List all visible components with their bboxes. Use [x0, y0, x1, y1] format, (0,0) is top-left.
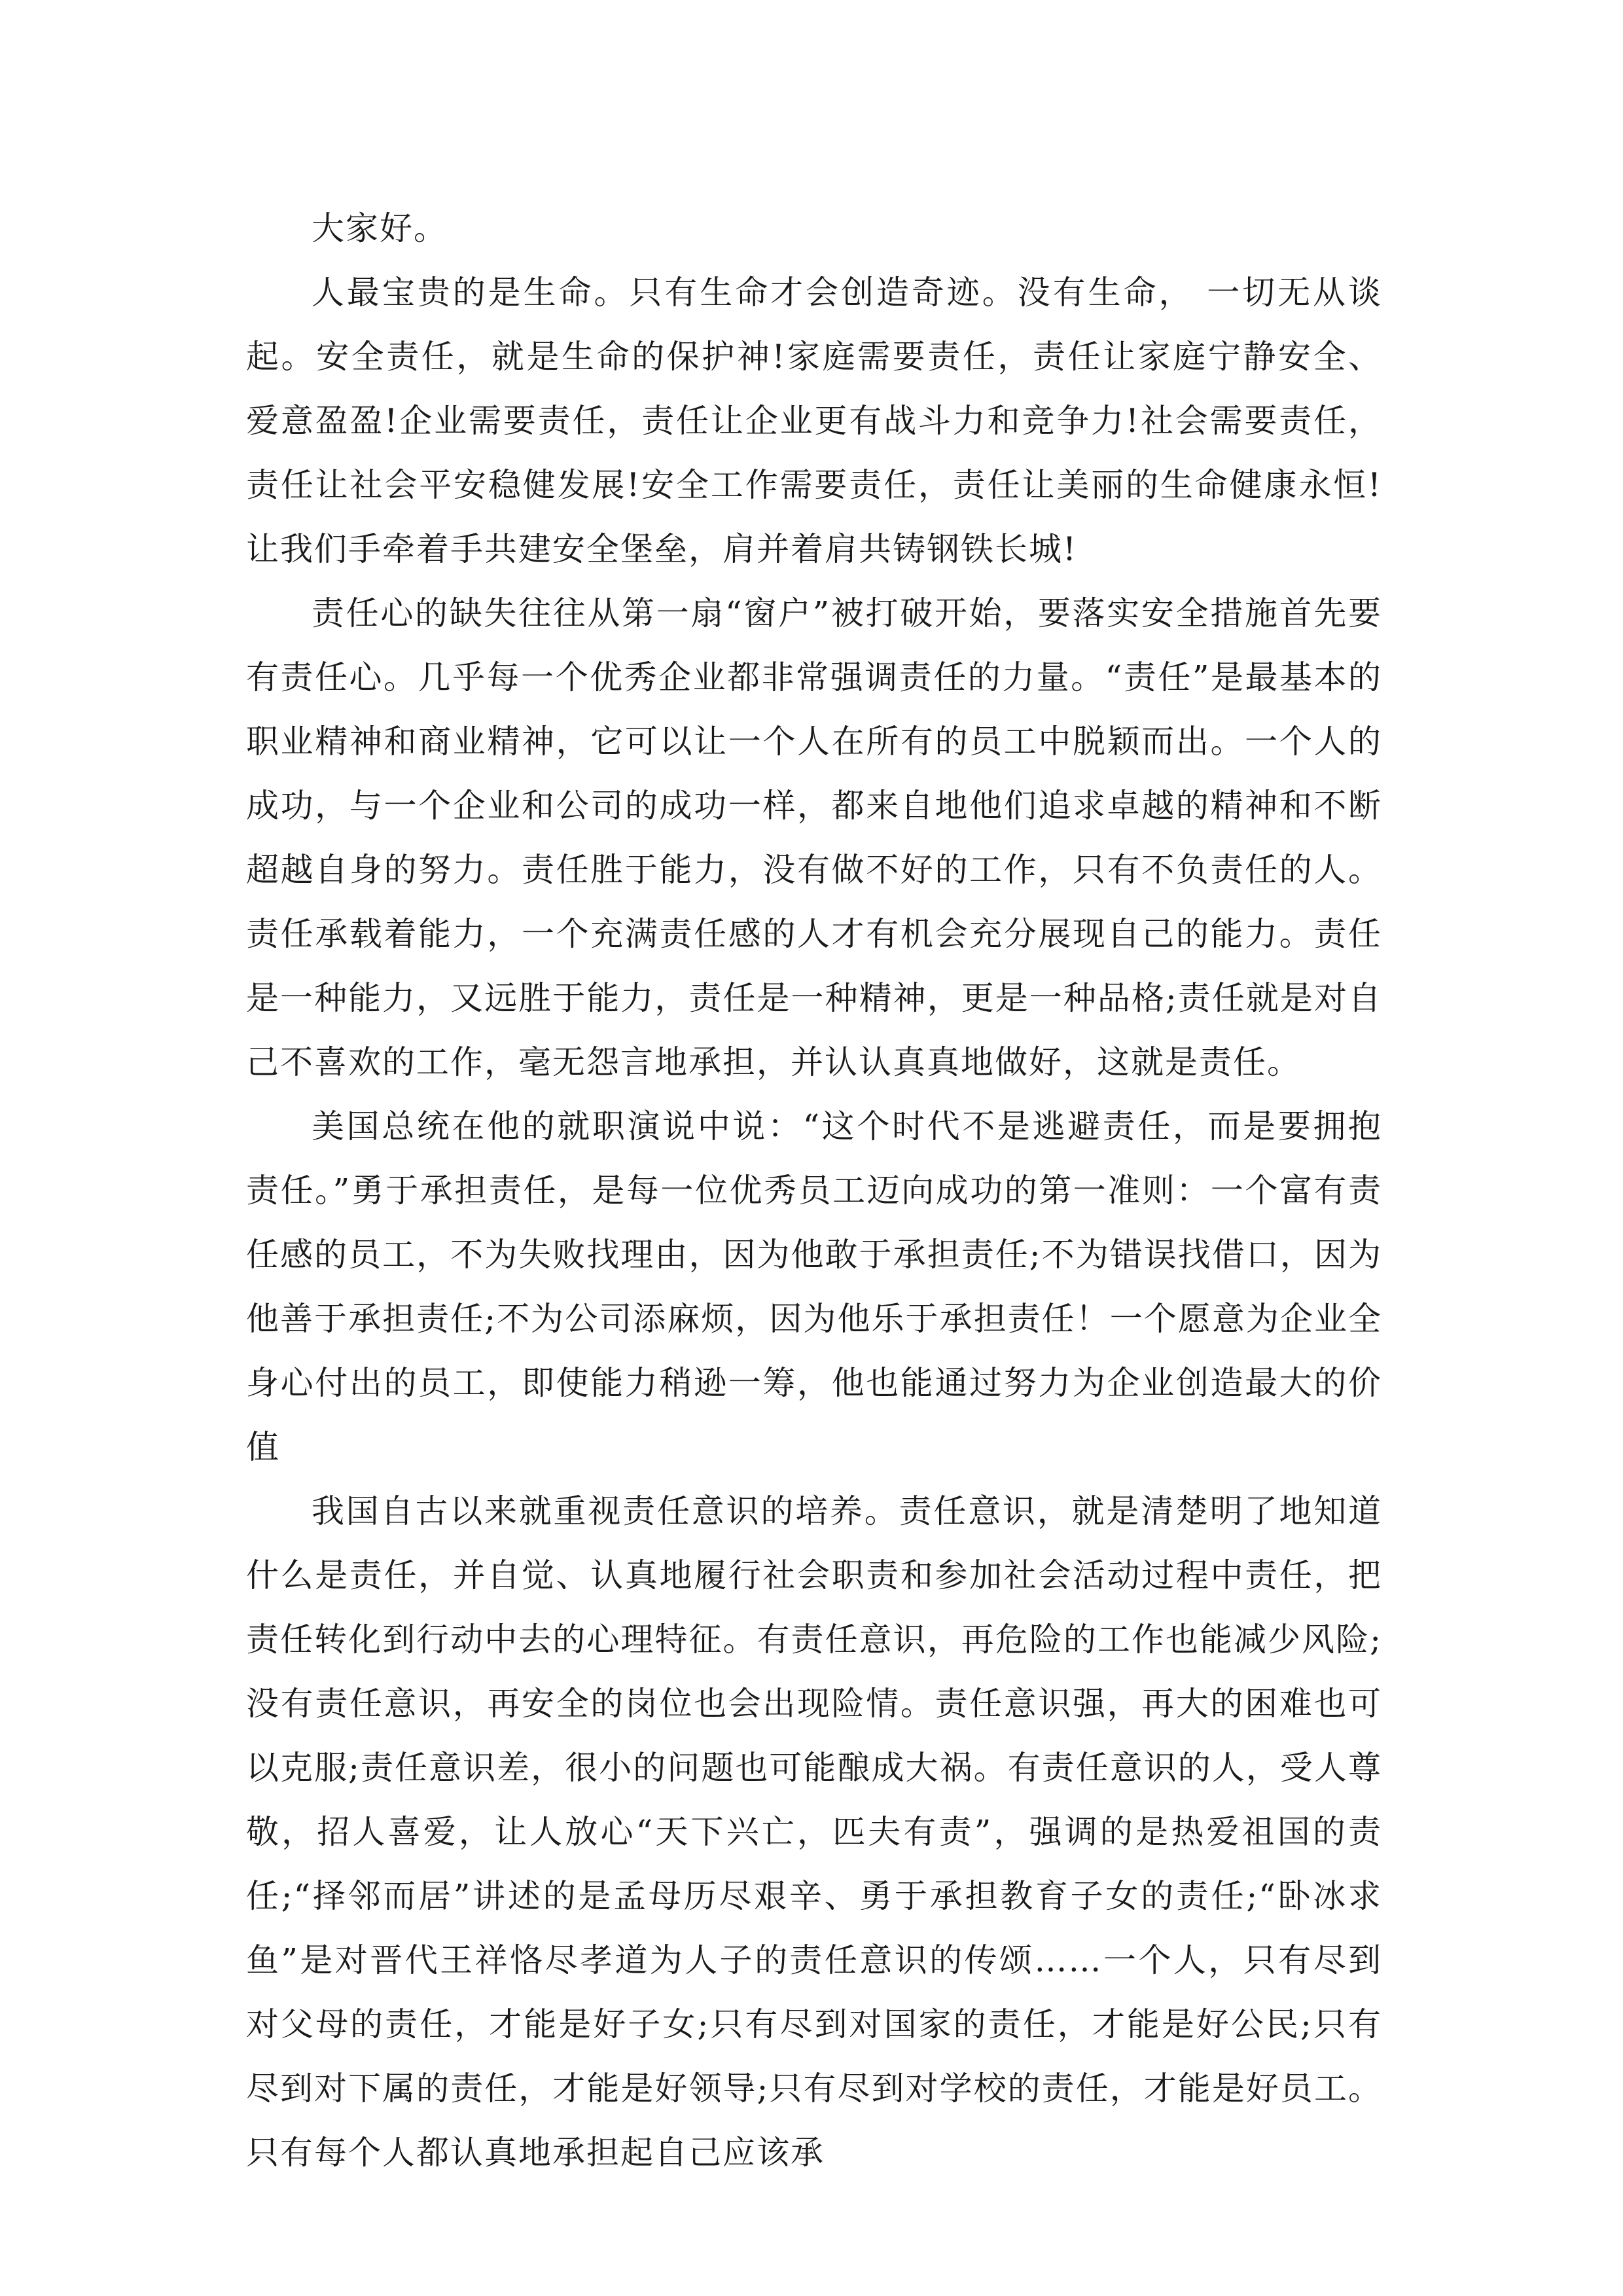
paragraph-greeting: 大家好。: [312, 209, 448, 247]
paragraph-life-and-responsibility: 人最宝贵的是生命。只有生命才会创造奇迹。没有生命， 一切无从谈起。安全责任，就是生命的保护神!家庭需要责任，责任让家庭宁静安全、爱意盈盈!企业需要责任，责任让企业更有战斗力和竞争力!社会需要责任，责任让社会平安稳健发展!安全工作需要责任，责任让美丽的生命健康永恒!让我们手牵着手共建安全堡垒，肩并着肩共铸钢铁长城!: [246, 274, 1382, 568]
paragraph-responsibility-mindset: 责任心的缺失往往从第一扇“窗户”被打破开始，要落实安全措施首先要有责任心。几乎每一个优秀企业都非常强调责任的力量。“责任”是最基本的职业精神和商业精神，它可以让一个人在所有的员工中脱颖而出。一个人的成功，与一个企业和公司的成功一样，都来自地他们追求卓越的精神和不断超越自身的努力。责任胜于能力，没有做不好的工作，只有不负责任的人。责任承载着能力，一个充满责任感的人才有机会充分展现自己的能力。责任是一种能力，又远胜于能力，责任是一种精神，更是一种品格;责任就是对自己不喜欢的工作，毫无怨言地承担，并认认真真地做好，这就是责任。: [246, 594, 1382, 1081]
paragraph-inaugural-quote: 美国总统在他的就职演说中说：“这个时代不是逃避责任，而是要拥抱责任。”勇于承担责任，是每一位优秀员工迈向成功的第一准则：一个富有责任感的员工，不为失败找理由，因为他敢于承担责任;不为错误找借口，因为他善于承担责任;不为公司添麻烦，因为他乐于承担责任！一个愿意为企业全身心付出的员工，即使能力稍逊一筹，他也能通过努力为企业创造最大的价值: [246, 1107, 1382, 1466]
paragraph-responsibility-awareness: 我国自古以来就重视责任意识的培养。责任意识，就是清楚明了地知道什么是责任，并自觉、认真地履行社会职责和参加社会活动过程中责任，把责任转化到行动中去的心理特征。有责任意识，再危险的工作也能减少风险;没有责任意识，再安全的岗位也会出现险情。责任意识强，再大的困难也可以克服;责任意识差，很小的问题也可能酿成大祸。有责任意识的人，受人尊敬，招人喜爱，让人放心“天下兴亡，匹夫有责”，强调的是热爱祖国的责任;“择邻而居”讲述的是孟母历尽艰辛、勇于承担教育子女的责任;“卧冰求鱼”是对晋代王祥恪尽孝道为人子的责任意识的传颂……一个人，只有尽到对父母的责任，才能是好子女;只有尽到对国家的责任，才能是好公民;只有尽到对下属的责任，才能是好领导;只有尽到对学校的责任，才能是好员工。只有每个人都认真地承担起自己应该承: [246, 1492, 1382, 2172]
speech-body: [246, 196, 1382, 2185]
